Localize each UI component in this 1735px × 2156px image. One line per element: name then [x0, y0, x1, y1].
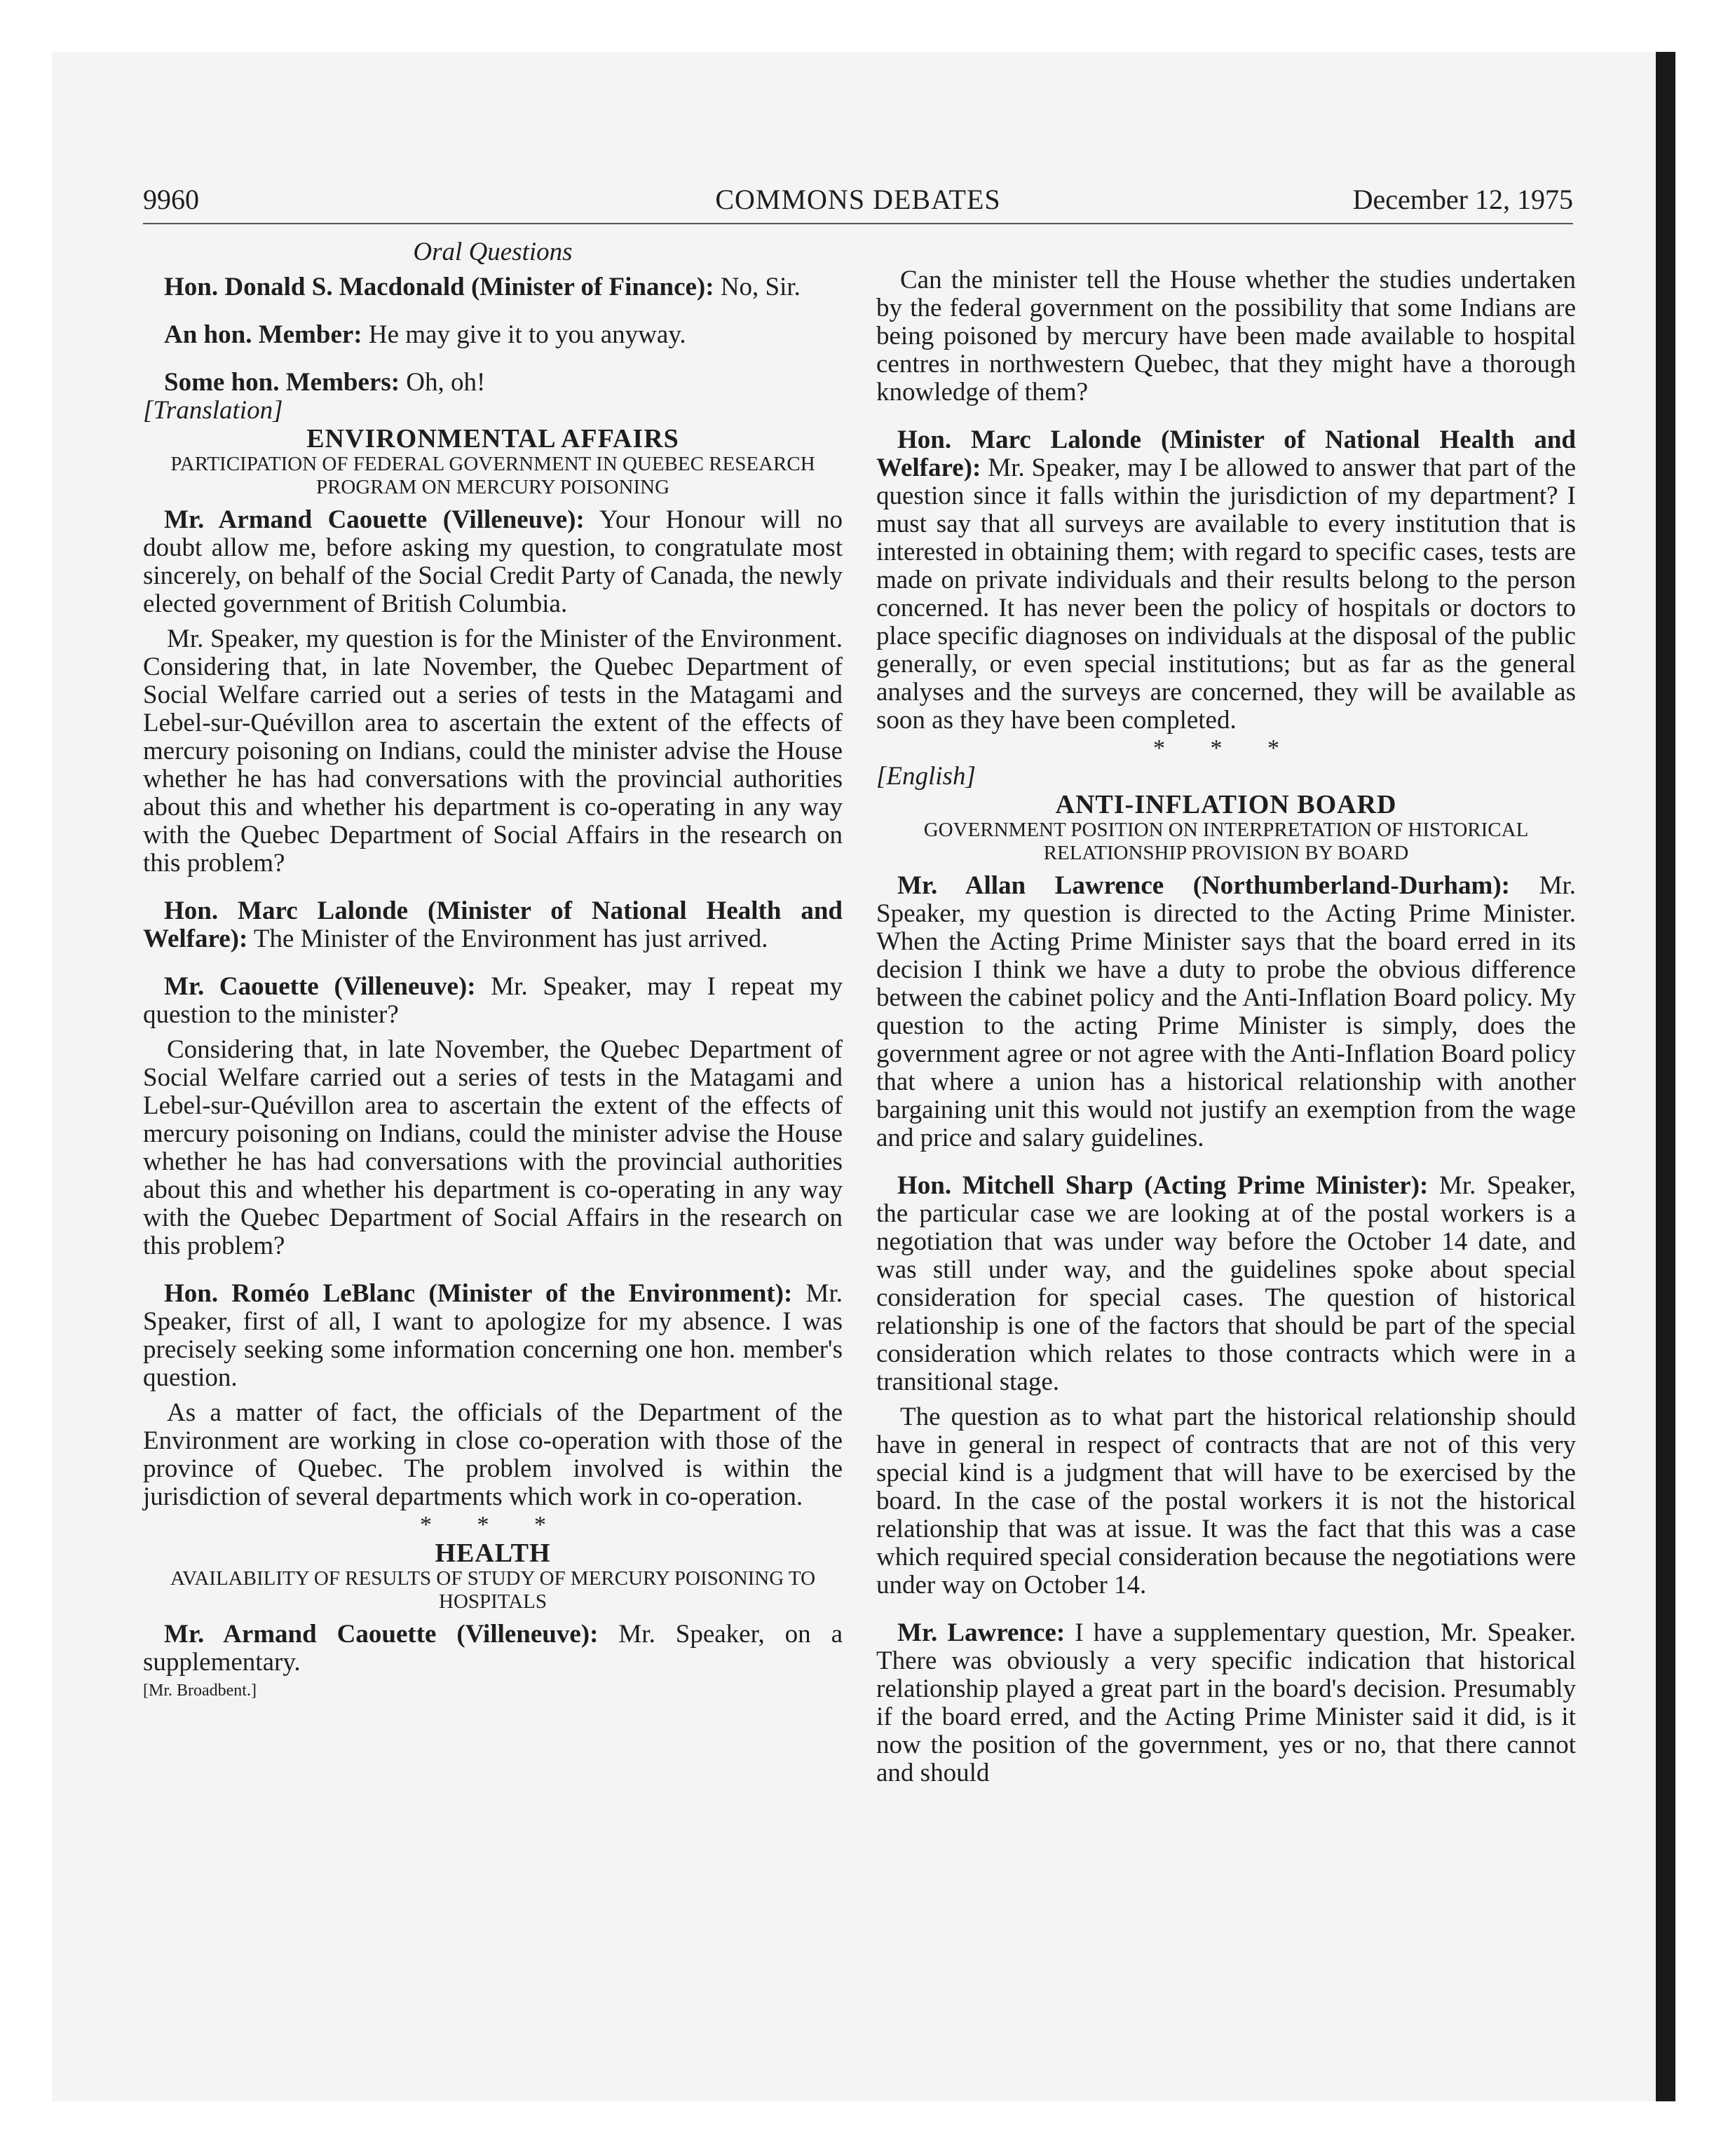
- speech-text: Mr. Speaker, the particular case we are looking at of the postal workers is a negotiation that was under way before the October 14 date, and was still under way, and the guidelines spoke about special consideration for special cases. The question of historical relationship is one of the factors that should be part of the special consideration which relates to those contracts which were in a transitional stage.: [876, 1171, 1576, 1396]
- section-separator: * * *: [420, 1512, 566, 1538]
- section-separator: * * *: [1153, 735, 1299, 761]
- speech-text: He may give it to you anyway.: [362, 320, 686, 349]
- continuation-note: [Mr. Broadbent.]: [143, 1681, 257, 1700]
- speech-text: Mr. Speaker, my question is directed to the Acting Prime Minister. When the Acting Prime Minister says that the board erred in its decision I think we have a duty to probe the obvious difference between the cabinet policy and the Anti-Inflation Board policy. My question to the acting Prime Minister is simply, does the government agree or not agree with the Anti-Inflation Board policy that where a union has a historical relationship with another bargaining unit this would not justify an exemption from the wage and price and salary guidelines.: [876, 871, 1576, 1152]
- speaker-name: Mr. Armand Caouette (Villeneuve):: [164, 505, 585, 534]
- speech-paragraph: [143, 321, 843, 349]
- speech-paragraph: [876, 1172, 1576, 1396]
- publication-title: COMMONS DEBATES: [715, 184, 1001, 215]
- speech-paragraph: [143, 506, 843, 618]
- body-paragraph: The question as to what part the historical relationship should have in general in respect of contracts that are not of this very special kind is a judgment that will have to be exercised by the board. In the case of the postal workers it is not the historical relationship that was at issue. It was the fact that this was a case which required special consideration because the negotiations were under way on October 14.: [876, 1403, 1576, 1599]
- speech-text: No, Sir.: [714, 273, 801, 301]
- speaker-name: Hon. Marc Lalonde (Minister of National Health and Welfare):: [876, 425, 1576, 482]
- issue-date: December 12, 1975: [1352, 184, 1573, 215]
- speaker-name: Hon. Mitchell Sharp (Acting Prime Minister):: [897, 1171, 1429, 1200]
- speech-paragraph: [143, 369, 843, 397]
- body-paragraph: Mr. Speaker, my question is for the Minister of the Environment. Considering that, in late November, the Quebec Department of Social Welfare carried out a series of tests in the Matagami and Lebel-sur-Quévillon area to ascertain the extent of the effects of mercury poisoning on Indians, could the minister advise the House whether he has had conversations with the provincial authorities about this and whether his department is co-operating in any way with the Quebec Department of Social Affairs in the research on this problem?: [143, 625, 843, 878]
- language-note: [English]: [876, 762, 976, 791]
- speech-text: Your Honour will no doubt allow me, before asking my question, to congratulate most sincerely, on behalf of the Social Credit Party of Canada, the newly elected government of British Columbia.: [143, 505, 843, 618]
- speech-text: The Minister of the Environment has just arrived.: [247, 925, 768, 953]
- section-subheading: PARTICIPATION OF FEDERAL GOVERNMENT IN QUEBEC RESEARCH PROGRAM ON MERCURY POISONING: [170, 453, 815, 498]
- speaker-name: An hon. Member:: [164, 320, 362, 349]
- page-header: [143, 178, 1573, 224]
- speech-paragraph: [143, 273, 843, 301]
- speech-text: Mr. Speaker, first of all, I want to apologize for my absence. I was precisely seeking some information concerning one hon. member's question.: [143, 1279, 843, 1392]
- right-column: [876, 238, 1576, 1787]
- speaker-name: Mr. Armand Caouette (Villeneuve):: [164, 1620, 599, 1649]
- speaker-name: Hon. Marc Lalonde (Minister of National Health and Welfare):: [143, 896, 843, 953]
- speaker-name: Hon. Roméo LeBlanc (Minister of the Environment):: [164, 1279, 793, 1308]
- speaker-name: Hon. Donald S. Macdonald (Minister of Finance):: [164, 273, 714, 301]
- page-number: 9960: [143, 184, 199, 215]
- speaker-name: Some hon. Members:: [164, 368, 400, 397]
- speech-text: Mr. Speaker, on a supplementary.: [143, 1620, 843, 1677]
- speech-paragraph: [143, 973, 843, 1029]
- scan-edge-shadow: [1656, 52, 1675, 2101]
- speech-text: Mr. Speaker, may I be allowed to answer that part of the question since it falls within the jurisdiction of my department? I must say that all surveys are available to every institution that is interested in obtaining them; with regard to specific cases, tests are made on private individuals and their results belong to the person concerned. It has never been the policy of hospitals or doctors to place specific diagnoses on individuals at the disposal of the public generally, or even special institutions; but as far as the general analyses and the surveys are concerned, they will be available as soon as they have been completed.: [876, 453, 1576, 735]
- section-heading: ANTI-INFLATION BOARD: [1055, 790, 1397, 819]
- running-subject: Oral Questions: [413, 238, 573, 266]
- speech-paragraph: [876, 1619, 1576, 1787]
- speech-paragraph: [876, 872, 1576, 1152]
- language-note: [Translation]: [143, 396, 283, 425]
- left-column: [143, 238, 843, 1705]
- section-subheading: GOVERNMENT POSITION ON INTERPRETATION OF HISTORICAL RELATIONSHIP PROVISION BY BOARD: [923, 819, 1529, 864]
- body-paragraph: Considering that, in late November, the Quebec Department of Social Welfare carried out a series of tests in the Matagami and Lebel-sur-Quévillon area to ascertain the extent of the effects of mercury poisoning on Indians, could the minister advise the House whether he has had conversations with the provincial authorities about this and whether his department is co-operating in any way with the Quebec Department of Social Affairs in the research on this problem?: [143, 1035, 843, 1260]
- speech-paragraph: [143, 897, 843, 953]
- speech-text: Mr. Speaker, may I repeat my question to the minister?: [143, 972, 843, 1029]
- speech-paragraph: [143, 1280, 843, 1392]
- speech-paragraph: [143, 1621, 843, 1677]
- body-paragraph: As a matter of fact, the officials of the Department of the Environment are working in close co-operation with those of the province of Quebec. The problem involved is within the jurisdiction of several departments which work in co-operation.: [143, 1398, 843, 1511]
- speaker-name: Mr. Allan Lawrence (Northumberland-Durham):: [897, 871, 1510, 900]
- section-heading: HEALTH: [435, 1538, 551, 1568]
- section-subheading: AVAILABILITY OF RESULTS OF STUDY OF MERCURY POISONING TO HOSPITALS: [170, 1567, 816, 1613]
- speaker-name: Mr. Lawrence:: [897, 1618, 1066, 1647]
- speech-text: Oh, oh!: [400, 368, 486, 397]
- speech-text: I have a supplementary question, Mr. Speaker. There was obviously a very specific indication that historical relationship played a great part in the board's decision. Presumably if the board erred, and the Acting Prime Minister said it did, is it now the position of the government, yes or no, that there cannot and should: [876, 1618, 1576, 1787]
- section-heading: ENVIRONMENTAL AFFAIRS: [306, 424, 679, 453]
- speaker-name: Mr. Caouette (Villeneuve):: [164, 972, 476, 1001]
- body-paragraph: Can the minister tell the House whether the studies undertaken by the federal government on the possibility that some Indians are being poisoned by mercury have been made available to hospital centres in northwestern Quebec, that they might have a thorough knowledge of them?: [876, 266, 1576, 407]
- speech-paragraph: [876, 426, 1576, 735]
